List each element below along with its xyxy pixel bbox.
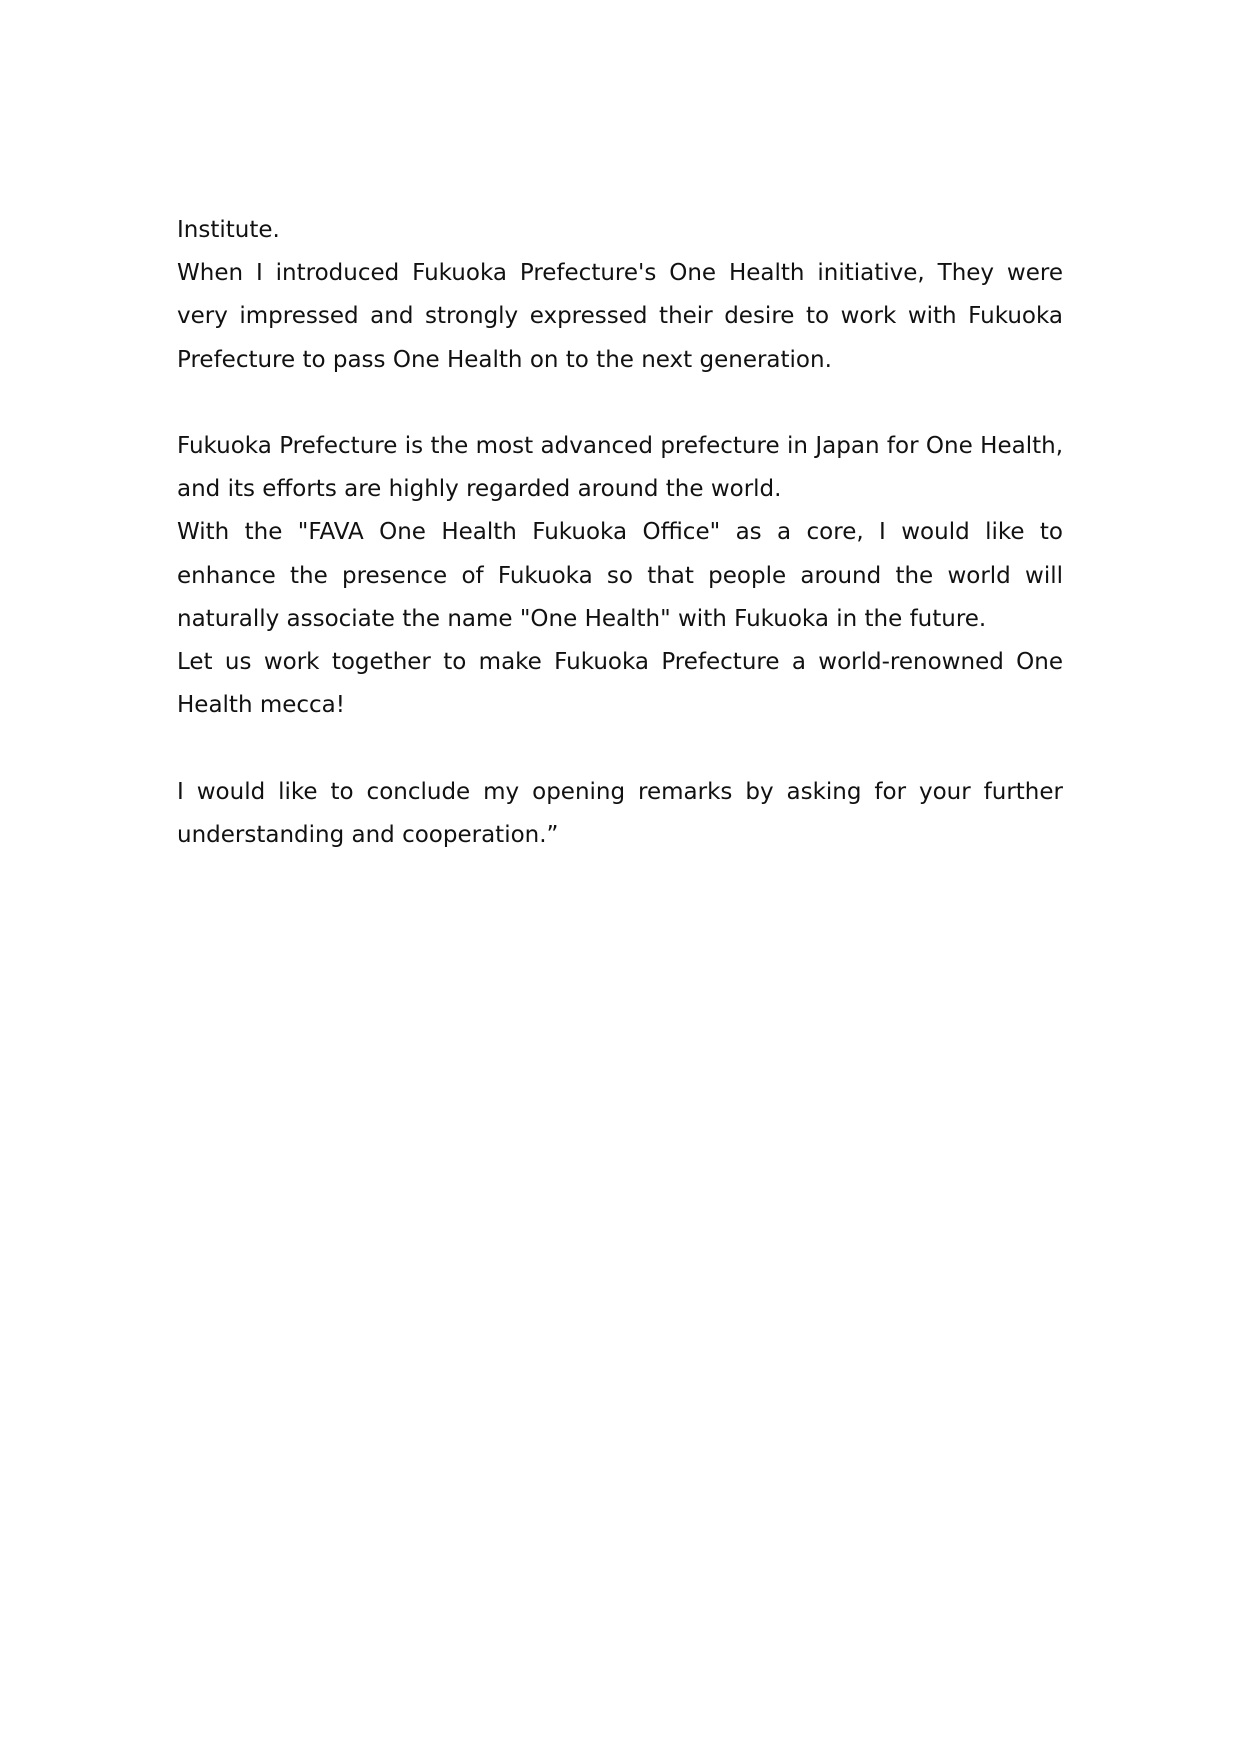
paragraph-line: Fukuoka Prefecture is the most advanced prefecture in Japan for One Health, and its efforts are highly regarded around the world. xyxy=(177,433,1063,503)
document-body xyxy=(177,209,1063,857)
paragraph-line: I would like to conclude my opening remarks by asking for your further understanding and cooperation.” xyxy=(177,778,1063,848)
paragraph-line: With the "FAVA One Health Fukuoka Office" as a core, I would like to enhance the presence of Fukuoka so that people around the world will naturally associate the name "One Health" with Fukuoka in the future. xyxy=(177,519,1063,632)
paragraph-spacer xyxy=(177,727,1063,770)
paragraph-spacer xyxy=(177,382,1063,425)
paragraph-line: When I introduced Fukuoka Prefecture's One Health initiative, They were very impressed and strongly expressed their desire to work with Fukuoka Prefecture to pass One Health on to the next generation. xyxy=(177,260,1063,373)
paragraph-line: Institute. xyxy=(177,217,280,243)
paragraph-line: Let us work together to make Fukuoka Prefecture a world-renowned One Health mecca! xyxy=(177,649,1063,719)
